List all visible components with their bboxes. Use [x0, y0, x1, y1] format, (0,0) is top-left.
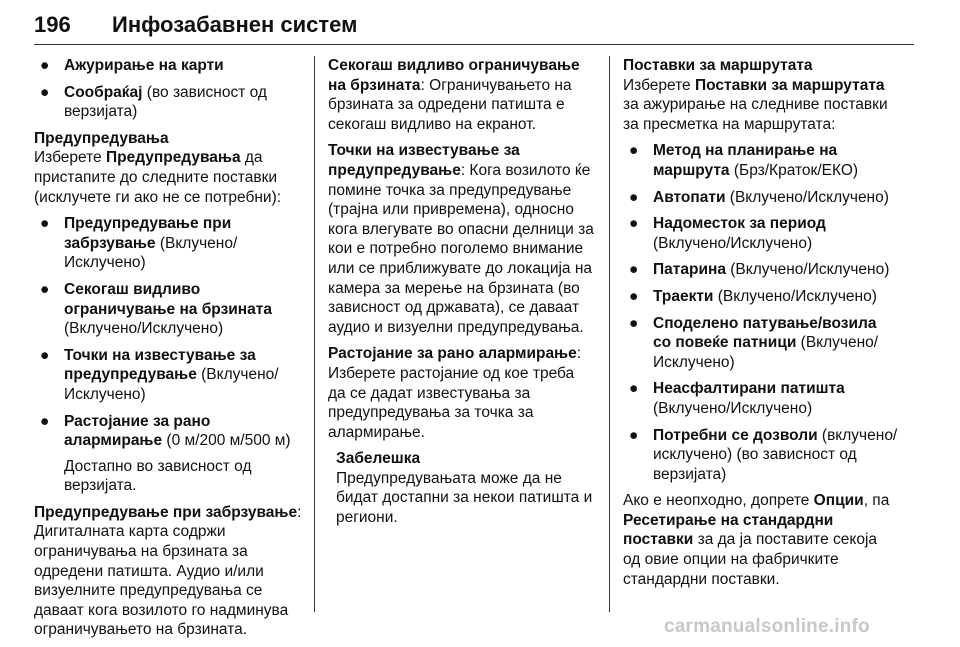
- note-text: Предупредувањата може да не бидат достапни за некои патишта и региони.: [336, 469, 593, 527]
- bullet-icon: ●: [629, 287, 639, 305]
- route-settings-list: [623, 141, 898, 484]
- route-settings-intro: Изберете Поставки за маршрутата за ажурирање на следниве поставки за пресметка на маршрутата:: [623, 76, 888, 133]
- reset-instructions: Ако е неопходно, допрете Опции, па Ресетирање на стандардни поставки за да ја поставите секоја од овие опции на фабричките стандардни поставки.: [623, 492, 890, 588]
- note-box: [328, 449, 596, 527]
- list-item: ● Патарина (Вклучено/Исклучено): [629, 261, 890, 279]
- bullet-icon: ●: [629, 426, 639, 444]
- page-header: [34, 12, 914, 46]
- availability-note: Достапно во зависност од верзијата.: [64, 457, 252, 495]
- bullet-icon: ●: [40, 83, 50, 101]
- list-item: ● Растојание за рано алармирање (0 м/200 м/500 м): [40, 412, 291, 450]
- column-2: [328, 56, 596, 528]
- list-item: ● Точки на известување за предупредување (Вклучено/Исклучено): [40, 346, 279, 403]
- warning-points-text: Точки на известување за предупредување: Кога возилото ќе помине точка за предупредување (трајна или привремена), односно кога влегувате во опасни делници за кои е потребно поголемо внимание или се приближувате до локација на камера за мерење на брзината (во зависност од државата), се даваат аудио и визуелни предупредувања.: [328, 142, 594, 336]
- list-item: ● Споделено патување/возила со повеќе патници (Вклучено/Исклучено): [629, 314, 879, 371]
- bullet-icon: ●: [629, 261, 639, 279]
- warnings-list: [34, 214, 304, 451]
- list-item: ● Метод на планирање на маршрута (Брз/Краток/ЕКО): [629, 142, 859, 179]
- acceleration-warning-text: Предупредување при забрзување: Дигиталната карта содржи ограничувања на брзината за одредени патишта. Аудио и/или визуелните предупредувања се даваат кога возилото го надминува ограничувањето на брзината.: [34, 503, 302, 639]
- list-item: ● Потребни се дозволи (вклучено/исклучено) (во зависност од верзијата): [629, 426, 898, 483]
- route-settings-heading: Поставки за маршрутата: [623, 57, 813, 74]
- bullet-icon: ●: [629, 142, 639, 160]
- bullet-icon: ●: [40, 280, 50, 298]
- column-1: [34, 56, 304, 647]
- early-alarm-text: Растојание за рано алармирање: Изберете растојание од кое треба да се дадат известувања за предупредувања за точка за алармирање.: [328, 345, 582, 441]
- bullet-icon: ●: [629, 215, 639, 233]
- bullet-icon: ●: [629, 380, 639, 398]
- bullet-icon: ●: [40, 346, 50, 364]
- header-rule: [34, 44, 914, 45]
- bullet-icon: ●: [40, 215, 50, 233]
- bullet-icon: ●: [629, 188, 639, 206]
- list-item: ● Секогаш видливо ограничување на брзината (Вклучено/Исклучено): [40, 280, 272, 338]
- list-item: ● Предупредување при забрзување (Вклучено/Исклучено): [40, 215, 238, 272]
- list-item: ● Неасфалтирани патишта (Вклучено/Исклучено): [629, 380, 845, 417]
- warnings-heading: Предупредувања: [34, 129, 169, 147]
- note-title: Забелешка: [336, 450, 421, 468]
- column-divider-1: [314, 56, 315, 612]
- bullet-icon: ●: [629, 314, 639, 332]
- speed-limit-text: Секогаш видливо ограничување на брзината: Ограничувањето на брзината за одредени патишта е секогаш видливо на екранот.: [328, 57, 580, 133]
- page-number: 196: [34, 12, 71, 37]
- top-bullet-list: [34, 56, 304, 122]
- warnings-intro: Изберете Предупредувања да пристапите до следните поставки (исклучете ги ако не се потребни):: [34, 149, 282, 206]
- page-title: Инфозабавнен систем: [112, 12, 358, 37]
- list-item: ● Автопати (Вклучено/Исклучено): [629, 188, 889, 206]
- list-item: ● Ажурирање на карти: [40, 57, 224, 74]
- list-item: ● Траекти (Вклучено/Исклучено): [629, 287, 877, 305]
- bullet-icon: ●: [40, 57, 50, 74]
- list-item: ● Надоместок за период (Вклучено/Исклучено): [629, 215, 826, 252]
- list-item: ● Сообраќај (во зависност од верзијата): [40, 83, 267, 121]
- watermark: carmanualsonline.info: [664, 616, 870, 637]
- bullet-icon: ●: [40, 412, 50, 430]
- column-3: [623, 56, 898, 596]
- column-divider-2: [609, 56, 610, 612]
